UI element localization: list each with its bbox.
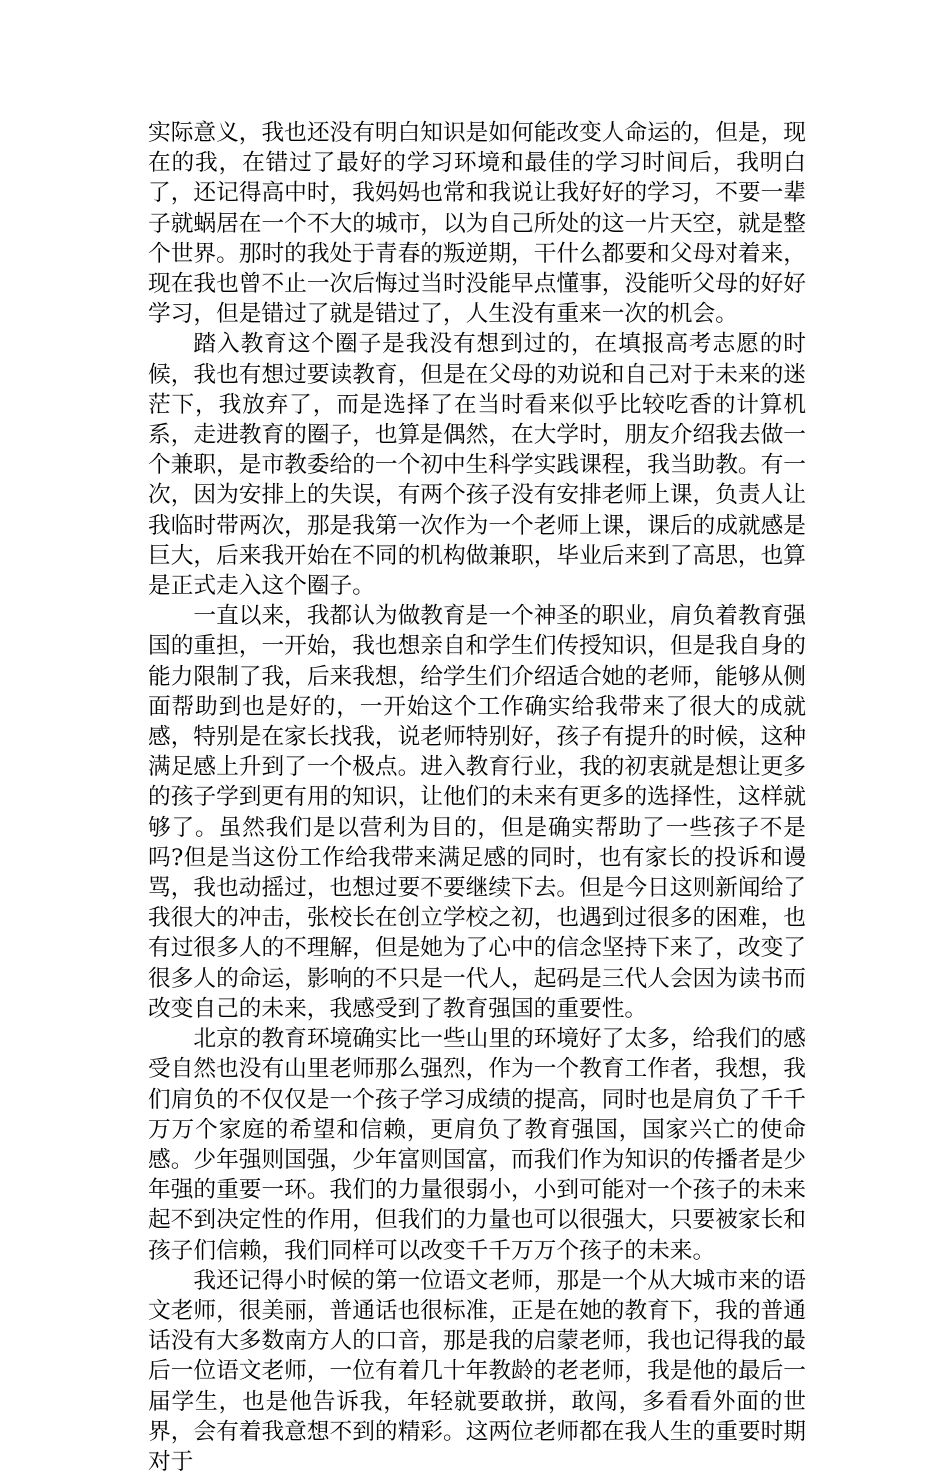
paragraph-5: 我还记得小时候的第一位语文老师，那是一个从大城市来的语文老师，很美丽，普通话也很标准，正是在她的教育下，我的普通话没有大多数南方人的口音，那是我的启蒙老师，我也记得我的最后一位语文老师，一位有着几十年教龄的老老师，我是他的最后一届学生，也是他告诉我，年轻就要敢拼，敢闯，多看看外面的世界，会有着我意想不到的精彩。这两位老师都在我人生的重要时期对于 <box>148 1267 806 1475</box>
paragraph-4: 北京的教育环境确实比一些山里的环境好了太多，给我们的感受自然也没有山里老师那么强烈，作为一个教育工作者，我想，我们肩负的不仅仅是一个孩子学习成绩的提高，同时也是肩负了千千万万个家庭的希望和信赖，更肩负了教育强国，国家兴亡的使命感。少年强则国强，少年富则国富，而我们作为知识的传播者是少年强的重要一环。我们的力量很弱小，小到可能对一个孩子的未来起不到决定性的作用，但我们的力量也可以很强大，只要被家长和孩子们信赖，我们同样可以改变千千万万个孩子的未来。 <box>148 1026 806 1264</box>
paragraph-1: 实际意义，我也还没有明白知识是如何能改变人命运的，但是，现在的我，在错过了最好的学习环境和最佳的学习时间后，我明白了，还记得高中时，我妈妈也常和我说让我好好的学习，不要一辈子就蜗居在一个不大的城市，以为自己所处的这一片天空，就是整个世界。那时的我处于青春的叛逆期，干什么都要和父母对着来，现在我也曾不止一次后悔过当时没能早点懂事，没能听父母的好好学习，但是错过了就是错过了，人生没有重来一次的机会。 <box>148 120 806 328</box>
document-body <box>148 118 806 1477</box>
paragraph-2: 踏入教育这个圈子是我没有想到过的，在填报高考志愿的时候，我也有想过要读教育，但是在父母的劝说和自己对于未来的迷茫下，我放弃了，而是选择了在当时看来似乎比较吃香的计算机系，走进教育的圈子，也算是偶然，在大学时，朋友介绍我去做一个兼职，是市教委给的一个初中生科学实践课程，我当助教。有一次，因为安排上的失误，有两个孩子没有安排老师上课，负责人让我临时带两次，那是我第一次作为一个老师上课，课后的成就感是巨大，后来我开始在不同的机构做兼职，毕业后来到了高思，也算是正式走入这个圈子。 <box>148 331 806 600</box>
paragraph-3: 一直以来，我都认为做教育是一个神圣的职业，肩负着教育强国的重担，一开始，我也想亲自和学生们传授知识，但是我自身的能力限制了我，后来我想，给学生们介绍适合她的老师，能够从侧面帮助到也是好的，一开始这个工作确实给我带来了很大的成就感，特别是在家长找我，说老师特别好，孩子有提升的时候，这种满足感上升到了一个极点。进入教育行业，我的初衷就是想让更多的孩子学到更有用的知识，让他们的未来有更多的选择性，这样就够了。虽然我们是以营利为目的，但是确实帮助了一些孩子不是吗?但是当这份工作给我带来满足感的同时，也有家长的投诉和谩骂，我也动摇过，也想过要不要继续下去。但是今日这则新闻给了我很大的冲击，张校长在创立学校之初，也遇到过很多的困难，也有过很多人的不理解，但是她为了心中的信念坚持下来了，改变了很多人的命运，影响的不只是一代人，起码是三代人会因为读书而改变自己的未来，我感受到了教育强国的重要性。 <box>148 603 806 1022</box>
